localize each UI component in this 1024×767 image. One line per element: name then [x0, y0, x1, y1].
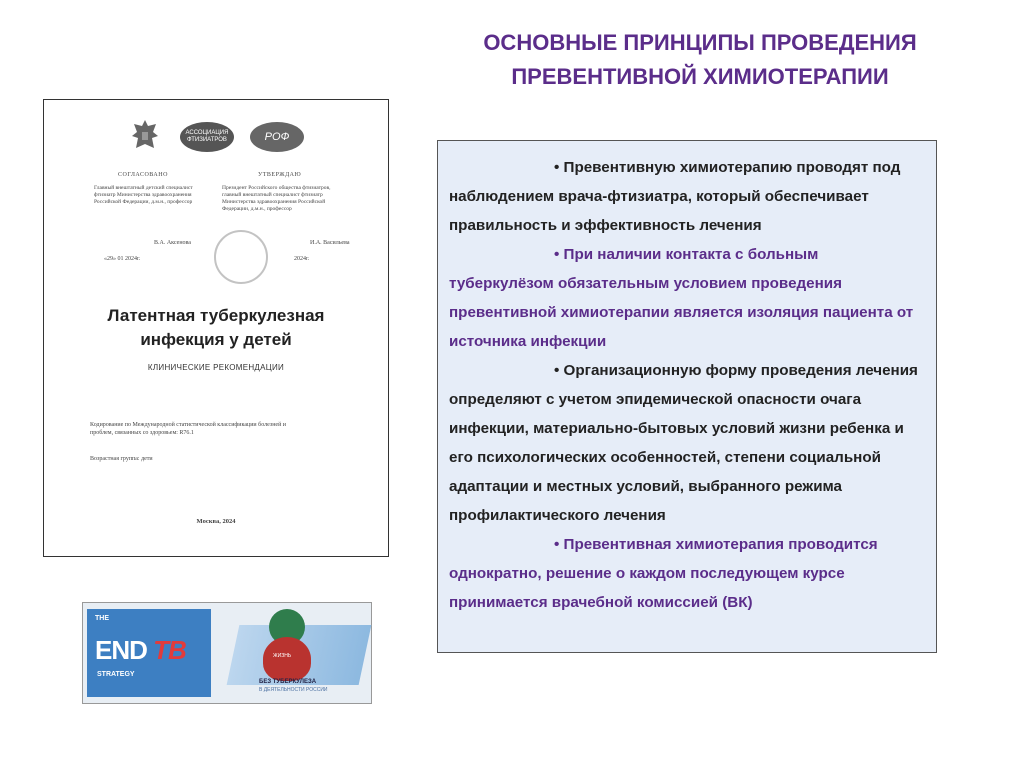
approved-text: Президент Российского общества фтизиатров, главный внештатный специалист фтизиатр Министерства здравоохранения Российской Федерации, д.м.н., профессор [222, 185, 331, 212]
coat-of-arms-icon [130, 118, 160, 154]
association-logo: АССОЦИАЦИЯ ФТИЗИАТРОВ [180, 122, 234, 152]
document-title-line2: инфекция у детей [140, 330, 292, 349]
end-tb-logo [87, 609, 211, 697]
agreed-signature: В.А. Аксенова [154, 240, 191, 246]
document-city: Москва, 2024 [196, 518, 236, 525]
end-tb-title [95, 635, 186, 666]
principle-3: • Организационную форму проведения лечения определяют с учетом эпидемической опасности очага инфекции, материально-бытовых условий жизни ребенка и его психологических особенностей, степени социальной адаптации и местных условий, выбранного режима профилактического лечения [449, 362, 918, 524]
principles-textbox [437, 140, 937, 653]
approved-heading: УТВЕРЖДАЮ [258, 172, 302, 178]
document-age-group: Возрастная группа: дети [90, 456, 153, 462]
logo-top-caption: ЖИЗНЬ [273, 653, 292, 659]
agreed-date: «29» 01 2024г. [104, 256, 141, 262]
approved-date: 2024г. [294, 256, 310, 262]
slide-title [400, 26, 1000, 94]
stamp-icon [214, 230, 268, 284]
document-cover [43, 99, 389, 557]
slide-title-line1: ОСНОВНЫЕ ПРИНЦИПЫ ПРОВЕДЕНИЯ [483, 30, 917, 55]
logo-strip [82, 602, 372, 704]
document-logos [44, 118, 388, 158]
logo-caption: БЕЗ ТУБЕРКУЛЕЗА [259, 679, 317, 685]
slide-title-line2: ПРЕВЕНТИВНОЙ ХИМИОТЕРАПИИ [511, 64, 889, 89]
document-code: Кодирование по Международной статистической классификации болезней и проблем, связанных со здоровьем: R76.1 [90, 422, 287, 436]
document-title-line1: Латентная туберкулезная [107, 306, 325, 325]
agreed-heading: СОГЛАСОВАНО [118, 172, 168, 178]
approved-signature: И.А. Васильева [310, 240, 350, 246]
agreed-text: Главный внештатный детский специалист фтизиатр Министерства здравоохранения Российской Федерации, д.м.н., профессор [94, 185, 193, 205]
principle-4: • Превентивная химиотерапия проводится однократно, решение о каждом последующем курсе принимается врачебной комиссией (ВК) [449, 536, 878, 611]
end-tb-tb: TB [153, 635, 186, 665]
end-tb-end: END [95, 635, 147, 665]
rof-logo: РОФ [250, 122, 304, 152]
lungs-icon [263, 637, 311, 681]
document-title [44, 304, 388, 352]
principle-2: • При наличии контакта с больным туберкулёзом обязательным условием проведения превентивной химиотерапии является изоляция пациента от источника инфекции [449, 246, 914, 350]
end-tb-the: THE [95, 615, 109, 622]
end-tb-strategy: STRATEGY [97, 671, 135, 678]
document-subtitle: КЛИНИЧЕСКИЕ РЕКОМЕНДАЦИИ [147, 363, 285, 372]
life-without-tb-logo [233, 607, 365, 699]
principle-1: • Превентивную химиотерапию проводят под наблюдением врача-фтизиатра, который обеспечивает правильность и эффективность лечения [449, 159, 901, 234]
logo-subcaption: В ДЕЯТЕЛЬНОСТИ РОССИИ [259, 687, 328, 693]
